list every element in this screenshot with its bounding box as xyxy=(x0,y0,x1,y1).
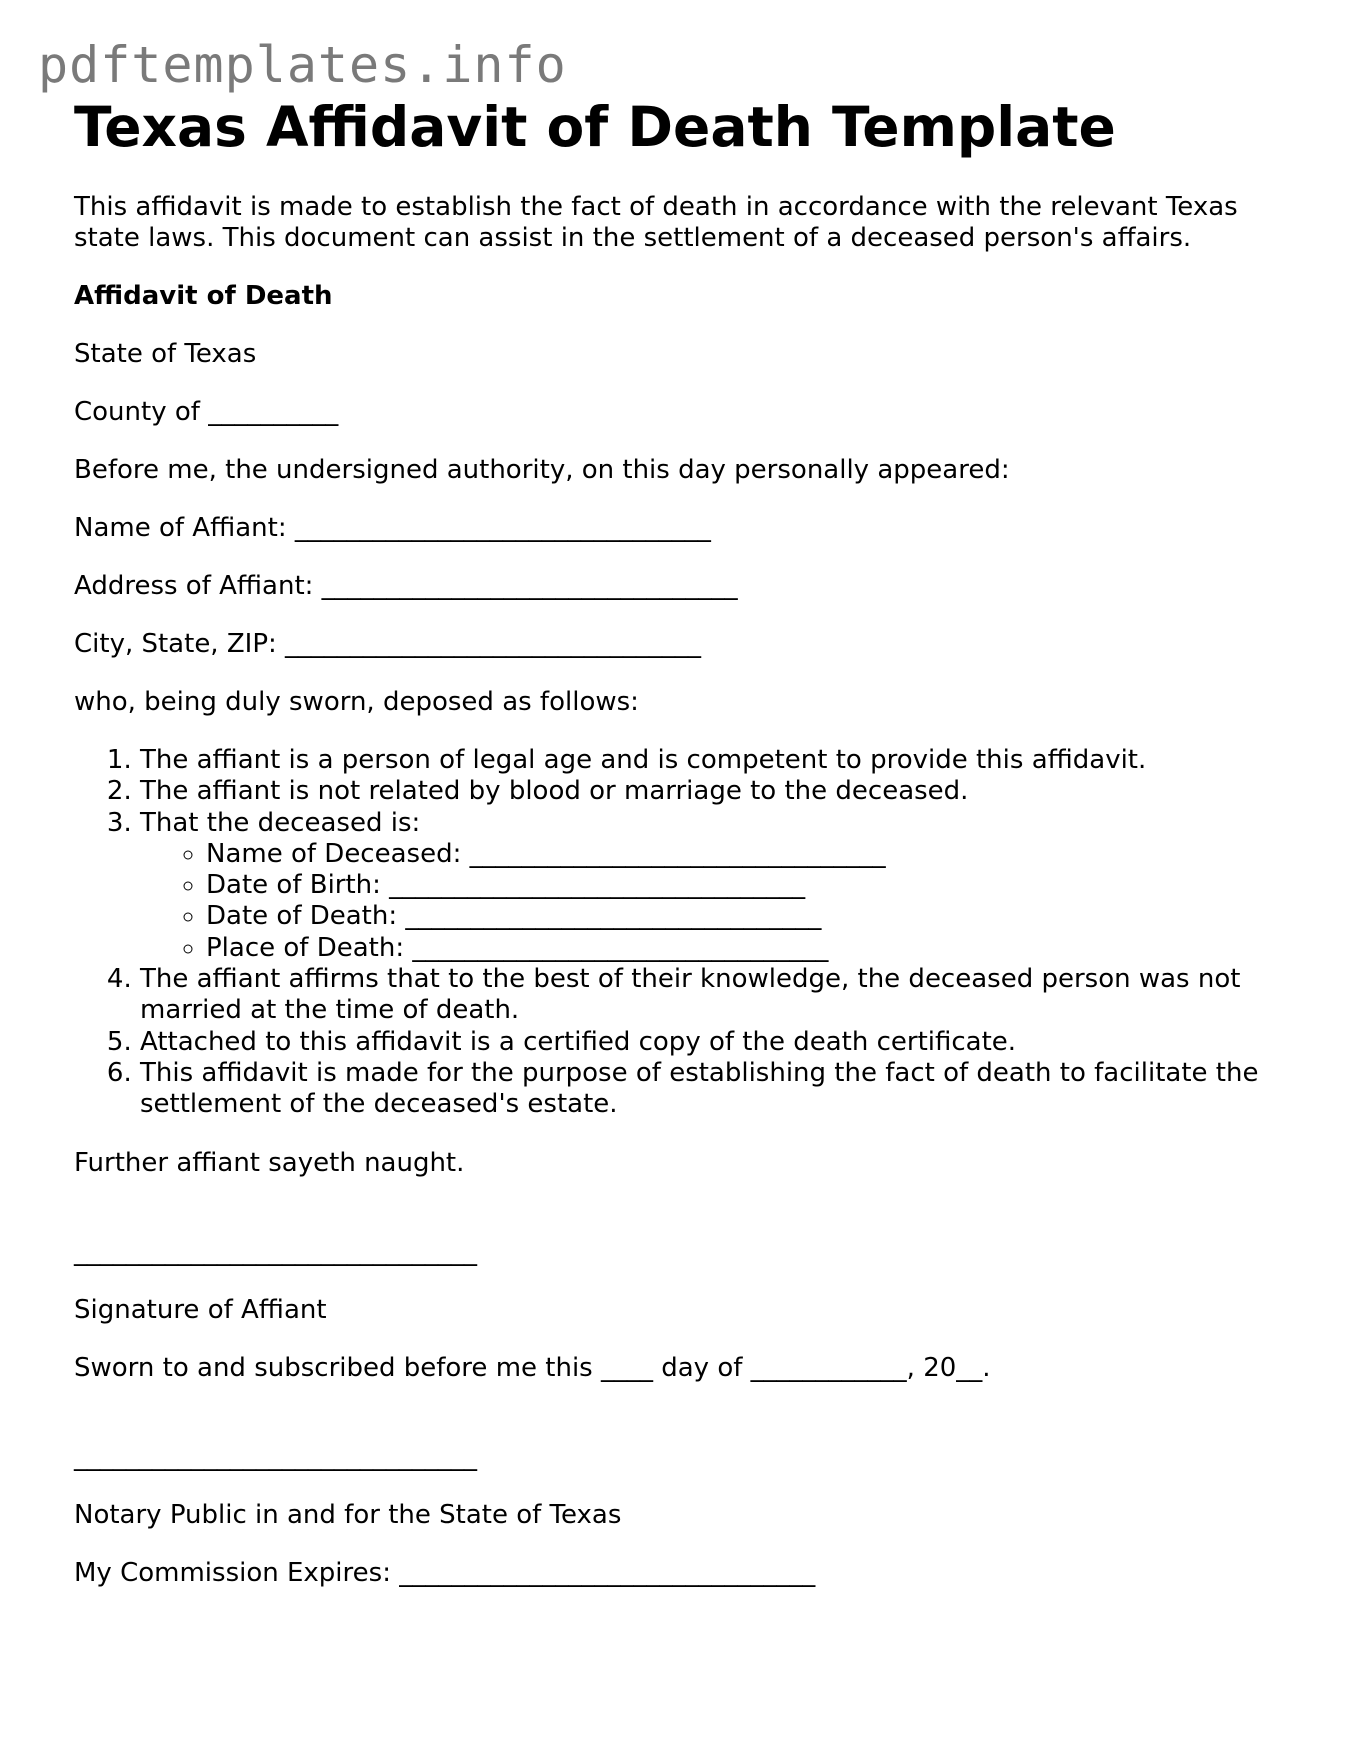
date-of-death-field: ◦ Date of Death: ________________________________ xyxy=(206,901,1294,932)
watermark: pdftemplates.info xyxy=(38,36,567,94)
statement-text: That the deceased is: xyxy=(140,807,421,838)
further-affiant-line: Further affiant sayeth naught. xyxy=(74,1147,465,1178)
date-of-birth-field: ◦ Date of Birth: ________________________________ xyxy=(206,870,1294,901)
section-heading: Affidavit of Death xyxy=(74,281,333,311)
statement-item: 6. This affidavit is made for the purpose of establishing the fact of death to facilitate the settlement of the deceased's estate. xyxy=(140,1058,1294,1121)
commission-expires-field: My Commission Expires: ________________________________ xyxy=(74,1557,816,1588)
notary-label: Notary Public in and for the State of Texas xyxy=(74,1499,622,1530)
affiant-address-field: Address of Affiant: ________________________________ xyxy=(74,571,738,601)
notary-signature-line: _______________________________ xyxy=(74,1441,477,1472)
affiant-signature-label: Signature of Affiant xyxy=(74,1294,327,1325)
deceased-details-list xyxy=(140,839,1294,964)
appearance-statement: Before me, the undersigned authority, on this day personally appeared: xyxy=(74,455,1010,485)
document-title: Texas Affidavit of Death Template xyxy=(74,95,1116,159)
county-field: County of __________ xyxy=(74,397,339,427)
statement-item: 1. The affiant is a person of legal age and is competent to provide this affidavit. xyxy=(140,745,1294,776)
document-page xyxy=(74,94,1294,1589)
affiant-city-field: City, State, ZIP: ________________________________ xyxy=(74,629,702,659)
state-line: State of Texas xyxy=(74,339,257,369)
statement-item: 2. The affiant is not related by blood or marriage to the deceased. xyxy=(140,776,1294,807)
statement-item: 5. Attached to this affidavit is a certified copy of the death certificate. xyxy=(140,1027,1294,1058)
affiant-signature-line: _______________________________ xyxy=(74,1236,477,1267)
sworn-intro: who, being duly sworn, deposed as follows: xyxy=(74,687,639,717)
place-of-death-field: ◦ Place of Death: ________________________________ xyxy=(206,933,1294,964)
affidavit-statements xyxy=(74,745,1294,1121)
deceased-name-field: ◦ Name of Deceased: ________________________________ xyxy=(206,839,1294,870)
intro-paragraph: This affidavit is made to establish the fact of death in accordance with the relevant Texas state laws. This document can assist in the settlement of a deceased person's affairs. xyxy=(74,192,1238,253)
statement-item xyxy=(140,808,1294,964)
sworn-subscribed-line: Sworn to and subscribed before me this ____ day of ____________, 20__. xyxy=(74,1352,991,1383)
statement-item: 4. The affiant affirms that to the best of their knowledge, the deceased person was not married at the time of death. xyxy=(140,964,1294,1027)
affiant-name-field: Name of Affiant: ________________________________ xyxy=(74,513,711,543)
